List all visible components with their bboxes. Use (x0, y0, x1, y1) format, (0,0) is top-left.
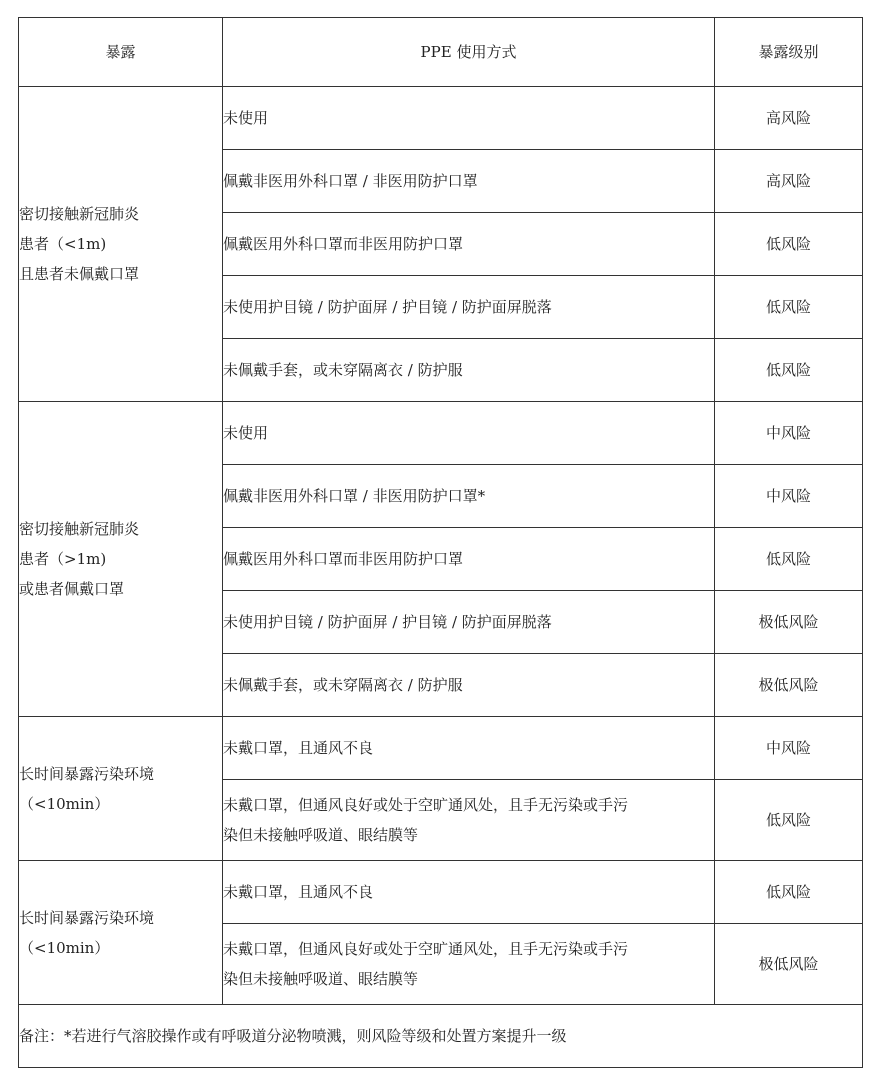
level-cell: 低风险 (715, 528, 863, 591)
exposure-line: 长时间暴露污染环境 (19, 908, 155, 927)
exposure-cell (19, 717, 223, 861)
risk-table-container (18, 17, 863, 1068)
ppe-cell: 佩戴医用外科口罩而非医用防护口罩 (223, 213, 715, 276)
ppe-cell: 未使用 (223, 402, 715, 465)
ppe-cell: 未佩戴手套，或未穿隔离衣 / 防护服 (223, 654, 715, 717)
level-cell: 低风险 (715, 213, 863, 276)
ppe-line: 染但未接触呼吸道、眼结膜等 (223, 970, 419, 988)
level-cell: 极低风险 (715, 924, 863, 1005)
header-level: 暴露级别 (715, 18, 863, 87)
ppe-line: 未戴口罩，但通风良好或处于空旷通风处，且手无污染或手污 (223, 940, 629, 958)
exposure-cell (19, 87, 223, 402)
ppe-cell: 佩戴非医用外科口罩 / 非医用防护口罩 (223, 150, 715, 213)
ppe-cell (223, 780, 715, 861)
exposure-line: 患者（>1m) (19, 550, 107, 568)
header-ppe: PPE 使用方式 (223, 18, 715, 87)
exposure-line: 密切接触新冠肺炎 (19, 205, 140, 223)
ppe-cell: 佩戴非医用外科口罩 / 非医用防护口罩* (223, 465, 715, 528)
exposure-cell (19, 402, 223, 717)
ppe-cell: 未戴口罩，且通风不良 (223, 717, 715, 780)
level-cell: 中风险 (715, 465, 863, 528)
level-cell: 低风险 (715, 276, 863, 339)
table-row (19, 402, 863, 465)
exposure-line: （<10min） (19, 938, 110, 957)
table-row (19, 861, 863, 924)
header-exposure: 暴露 (19, 18, 223, 87)
ppe-cell: 佩戴医用外科口罩而非医用防护口罩 (223, 528, 715, 591)
exposure-line: 或患者佩戴口罩 (19, 580, 125, 598)
level-cell: 高风险 (715, 87, 863, 150)
level-cell: 高风险 (715, 150, 863, 213)
exposure-line: 长时间暴露污染环境 (19, 764, 155, 783)
exposure-line: 密切接触新冠肺炎 (19, 520, 140, 538)
table-row (19, 87, 863, 150)
exposure-cell (19, 861, 223, 1005)
note-row (19, 1005, 863, 1068)
level-cell: 低风险 (715, 339, 863, 402)
ppe-line: 未戴口罩，但通风良好或处于空旷通风处，且手无污染或手污 (223, 796, 629, 814)
ppe-cell: 未使用护目镜 / 防护面屏 / 护目镜 / 防护面屏脱落 (223, 591, 715, 654)
level-cell: 低风险 (715, 861, 863, 924)
header-row (19, 18, 863, 87)
exposure-line: 患者（<1m) (19, 235, 107, 253)
exposure-risk-table (18, 17, 863, 1068)
level-cell: 中风险 (715, 402, 863, 465)
table-row (19, 717, 863, 780)
ppe-cell: 未戴口罩，且通风不良 (223, 861, 715, 924)
level-cell: 极低风险 (715, 591, 863, 654)
ppe-cell: 未使用 (223, 87, 715, 150)
level-cell: 中风险 (715, 717, 863, 780)
footnote: 备注：*若进行气溶胶操作或有呼吸道分泌物喷溅，则风险等级和处置方案提升一级 (19, 1005, 863, 1068)
level-cell: 低风险 (715, 780, 863, 861)
ppe-line: 染但未接触呼吸道、眼结膜等 (223, 826, 419, 844)
ppe-cell (223, 924, 715, 1005)
ppe-cell: 未佩戴手套，或未穿隔离衣 / 防护服 (223, 339, 715, 402)
exposure-line: （<10min） (19, 794, 110, 813)
exposure-line: 且患者未佩戴口罩 (19, 265, 140, 283)
ppe-cell: 未使用护目镜 / 防护面屏 / 护目镜 / 防护面屏脱落 (223, 276, 715, 339)
level-cell: 极低风险 (715, 654, 863, 717)
